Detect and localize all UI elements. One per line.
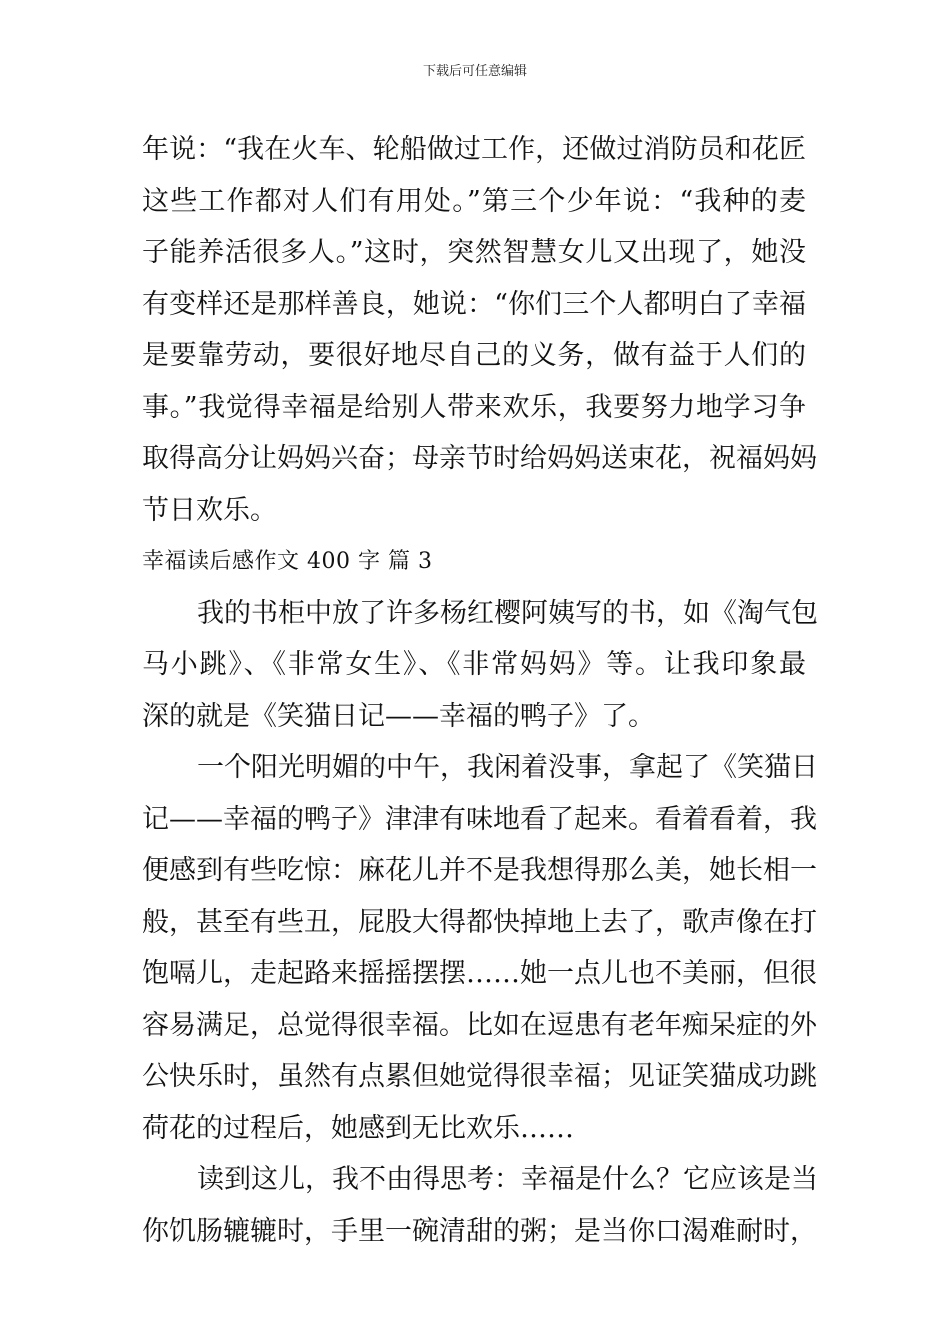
text-line: 读到这儿，我不由得思考：幸福是什么？它应该是当 <box>197 1164 818 1195</box>
text-line: 马小跳》、《非常女生》、《非常妈妈》等。让我印象最 <box>142 649 806 680</box>
text-line: 事。”我觉得幸福是给别人带来欢乐，我要努力地学习争 <box>142 391 806 423</box>
text-line: 你饥肠辘辘时，手里一碗清甜的粥；是当你口渴难耐时， <box>142 1215 817 1247</box>
text-line: 年说：“我在火车、轮船做过工作，还做过消防员和花匠 <box>142 134 806 165</box>
text-line: 这些工作都对人们有用处。”第三个少年说：“我种的麦 <box>142 185 806 217</box>
text-line: 公快乐时，虽然有点累但她觉得很幸福；见证笑猫成功跳 <box>142 1061 817 1092</box>
text-line: 记——幸福的鸭子》津津有味地看了起来。看着看着，我 <box>142 803 817 835</box>
document-body <box>142 124 818 1257</box>
text-line: 饱嗝儿，走起路来摇摇摆摆……她一点儿也不美丽，但很 <box>142 958 817 989</box>
text-line: 是要靠劳动，要很好地尽自己的义务，做有益于人们的 <box>142 340 806 371</box>
text-line: 一个阳光明媚的中午，我闲着没事，拿起了《笑猫日 <box>197 752 818 783</box>
text-line: 深的就是《笑猫日记——幸福的鸭子》了。 <box>142 700 655 732</box>
header-text: 下载后可任意编辑 <box>422 64 527 79</box>
section-heading: 幸福读后感作文 400 字 篇 3 <box>142 549 433 574</box>
paragraph <box>142 742 818 1154</box>
page-header <box>0 64 950 80</box>
paragraph <box>142 124 817 536</box>
text-line: 节日欢乐。 <box>142 494 277 526</box>
text-line: 取得高分让妈妈兴奋；母亲节时给妈妈送束花，祝福妈妈 <box>142 443 817 474</box>
text-line: 荷花的过程后，她感到无比欢乐…… <box>142 1112 574 1144</box>
text-line: 有变样还是那样善良，她说：“你们三个人都明白了幸福 <box>142 288 806 320</box>
paragraph <box>142 588 818 743</box>
text-line: 便感到有些吃惊：麻花儿并不是我想得那么美，她长相一 <box>142 855 817 886</box>
text-line: 容易满足，总觉得很幸福。比如在逗患有老年痴呆症的外 <box>142 1009 817 1041</box>
paragraph <box>142 1154 818 1257</box>
text-line: 般，甚至有些丑，屁股大得都快掉地上去了，歌声像在打 <box>142 906 817 938</box>
text-line: 我的书柜中放了许多杨红樱阿姨写的书，如《淘气包 <box>197 597 818 629</box>
text-line: 子能养活很多人。”这时，突然智慧女儿又出现了，她没 <box>142 237 806 268</box>
